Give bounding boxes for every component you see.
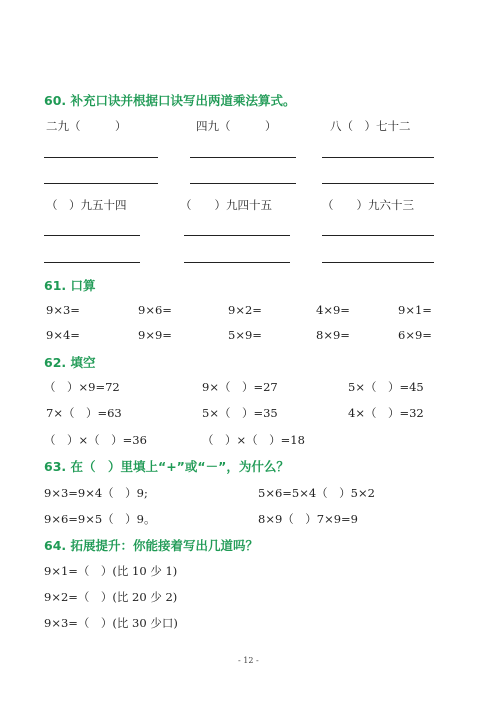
answer-line[interactable] — [322, 157, 434, 158]
q63-expr: 9×3=9×4（ ）9; — [44, 486, 148, 500]
q62-expr: （ ）×（ ）=36 — [44, 433, 147, 447]
page-number: - 12 - — [238, 656, 259, 665]
q62-expr: （ ）×9=72 — [44, 380, 120, 394]
q61-expr: 9×1= — [398, 303, 432, 317]
answer-line[interactable] — [44, 183, 158, 184]
q61-expr: 9×3= — [46, 303, 80, 317]
q63-title: 63. 在（ ）里填上“+”或“－”，为什么？ — [44, 459, 289, 474]
q61-expr: 6×9= — [398, 328, 432, 342]
q60-item-5: （ ）九四十五 — [180, 198, 272, 212]
answer-line[interactable] — [190, 157, 296, 158]
q64-line: 9×1=（ ）(比 10 少 1) — [44, 564, 178, 578]
q61-expr: 4×9= — [316, 303, 350, 317]
q60-item-4: （ ）九五十四 — [46, 198, 127, 212]
q62-expr: （ ）×（ ）=18 — [202, 433, 305, 447]
q60-item-2: 四九（ ） — [196, 119, 277, 133]
answer-line[interactable] — [322, 262, 434, 263]
q63-expr: 8×9（ ）7×9=9 — [258, 512, 358, 526]
answer-line[interactable] — [44, 235, 140, 236]
answer-line[interactable] — [44, 262, 140, 263]
q61-expr: 9×6= — [138, 303, 172, 317]
q62-expr: 5×（ ）=45 — [348, 380, 424, 394]
q62-expr: 4×（ ）=32 — [348, 406, 424, 420]
answer-line[interactable] — [322, 183, 434, 184]
q60-item-3: 八（ ）七十二 — [330, 119, 411, 133]
answer-line[interactable] — [184, 235, 290, 236]
q64-line: 9×2=（ ）(比 20 少 2) — [44, 590, 178, 604]
answer-line[interactable] — [190, 183, 296, 184]
q60-item-6: （ ）九六十三 — [322, 198, 414, 212]
answer-line[interactable] — [322, 235, 434, 236]
answer-line[interactable] — [44, 157, 158, 158]
q61-expr: 9×2= — [228, 303, 262, 317]
q63-expr: 9×6=9×5（ ）9。 — [44, 512, 156, 526]
q62-title: 62. 填空 — [44, 355, 96, 370]
q61-expr: 9×4= — [46, 328, 80, 342]
q61-expr: 8×9= — [316, 328, 350, 342]
q61-expr: 5×9= — [228, 328, 262, 342]
answer-line[interactable] — [184, 262, 290, 263]
q64-line: 9×3=（ ）(比 30 少口) — [44, 616, 178, 630]
q61-expr: 9×9= — [138, 328, 172, 342]
q63-expr: 5×6=5×4（ ）5×2 — [258, 486, 375, 500]
q60-item-1: 二九（ ） — [46, 119, 127, 133]
q62-expr: 5×（ ）=35 — [202, 406, 278, 420]
q60-title: 60. 补充口诀并根据口诀写出两道乘法算式。 — [44, 93, 296, 108]
q62-expr: 9×（ ）=27 — [202, 380, 278, 394]
q61-title: 61. 口算 — [44, 278, 96, 293]
q64-title: 64. 拓展提升：你能接着写出几道吗？ — [44, 538, 258, 553]
q62-expr: 7×（ ）=63 — [46, 406, 122, 420]
